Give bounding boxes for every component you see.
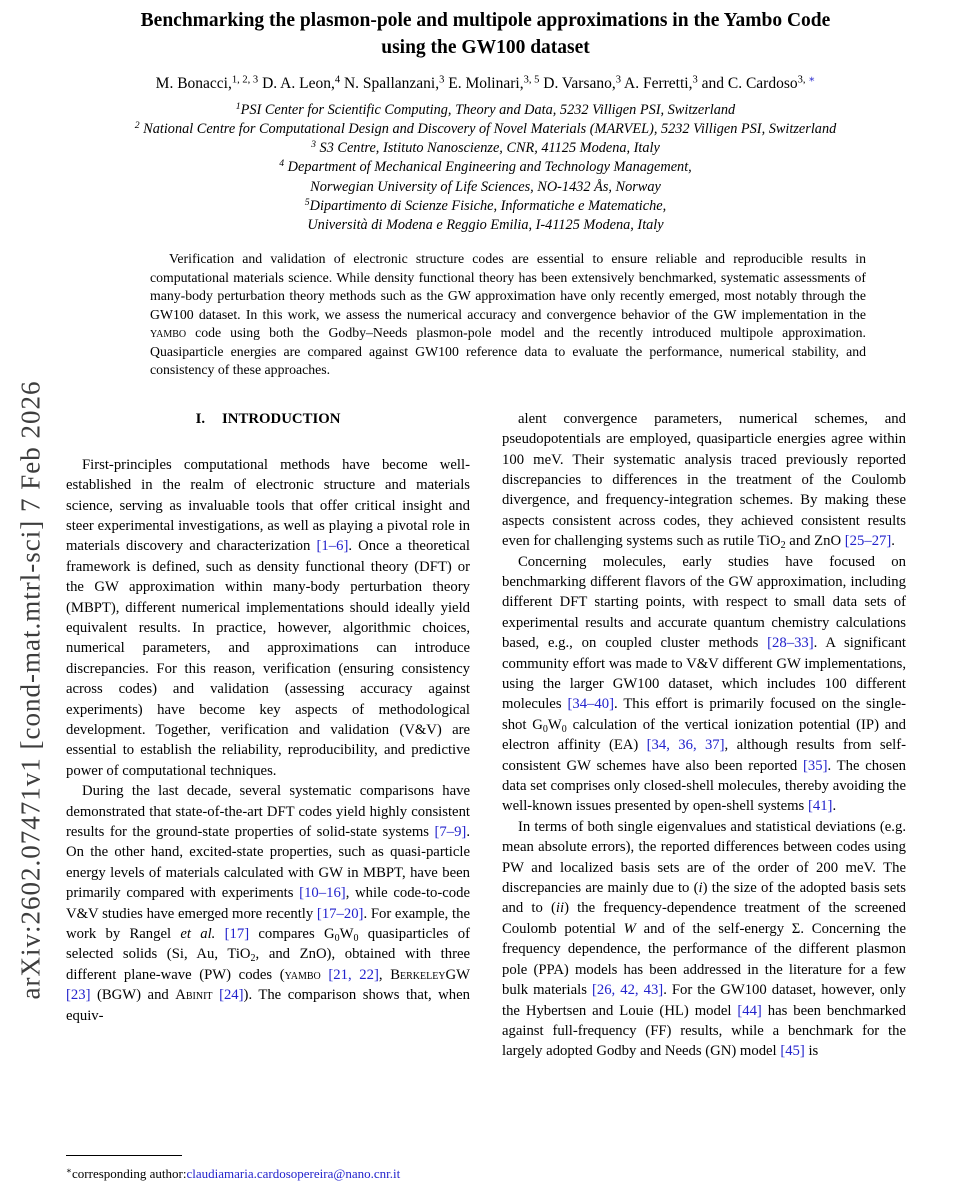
subscript: 0 bbox=[561, 723, 567, 735]
body-paragraph: First-principles computational methods have become well-established in the realm of electronic structure and materials science, serving as invaluable tools that offer critical insight and steer experimental investigations, as well as playing a pivotal role in materials discovery and characterization [1–6]. Once a theoretical framework is defined, such as density functional theory (DFT) or the GW approximation within many-body perturbation theory (MBPT), different numerical implementations should ideally yield equivalent results. In practice, however, algorithmic choices, numerical parameters, and approximations can introduce discrepancies. For this reason, verification (ensuring consistency across codes) and validation (assessing accuracy against experiments) have become key aspects of methodological development. Together, verification and validation (V&V) are essential to establish the reliability, reproducibility, and predictive power of computational techniques. bbox=[66, 456, 470, 779]
section-heading-introduction bbox=[66, 411, 470, 428]
superscript: 3 bbox=[439, 74, 445, 86]
subscript: 0 bbox=[334, 932, 340, 944]
affiliation-line: $^2$ National Centre for Computational Design and Discovery of Novel Materials (MARVEL), 5232 Villigen PSI, Switzerland bbox=[134, 120, 837, 138]
citation-link[interactable]: [41] bbox=[807, 798, 833, 815]
smallcaps-code-name: yambo bbox=[284, 966, 321, 983]
citation-link[interactable]: [35] bbox=[802, 757, 828, 774]
citation-link[interactable]: [34, 36, 37] bbox=[646, 737, 725, 754]
italic-text: W bbox=[623, 920, 636, 937]
affiliation-line: Norwegian University of Life Sciences, NO-1432 Ås, Norway bbox=[310, 178, 661, 195]
footnote-rule bbox=[66, 1155, 182, 1156]
superscript: 1 bbox=[235, 100, 241, 112]
italic-text: et al. bbox=[180, 926, 216, 943]
paper-title-line: Benchmarking the plasmon-pole and multipole approximations in the Yambo Code bbox=[140, 10, 831, 31]
citation-link[interactable]: [1–6] bbox=[316, 538, 349, 555]
superscript: 5 bbox=[304, 196, 310, 208]
right-column bbox=[502, 409, 906, 1062]
citation-link[interactable]: [7–9] bbox=[434, 824, 467, 841]
superscript: 4 bbox=[334, 74, 341, 86]
superscript: ∗ bbox=[66, 1165, 73, 1176]
affiliation-line: $^5$Dipartimento di Scienze Fisiche, Informatiche e Matematiche, bbox=[304, 196, 667, 214]
italic-text: i bbox=[698, 880, 703, 897]
body-paragraph: During the last decade, several systematic comparisons have demonstrated that state-of-the-art DFT codes yield highly consistent results for the ground-state properties of solid-state systems [7–9]. On the other hand, excited-state properties, such as quasi-particle energy levels of materials calculated with GW in MBPT, have been primarily compared with experiments [10–16], while code-to-code V&V studies have emerged more recently [17–20]. For example, the work by Rangel et al. [17] compares $G_0W_0$ quasiparticles of selected solids (Si, Au, TiO$_2$, and ZnO), obtained with three different plane-wave (PW) codes (yambo [21, 22], BerkeleyGW [23] (BGW) and Abinit [24]). The comparison shows that, when equiv- bbox=[66, 783, 471, 1024]
italic-text: ii bbox=[555, 900, 565, 917]
citation-link[interactable]: [24] bbox=[219, 987, 244, 1004]
citation-link[interactable]: [17] bbox=[224, 926, 250, 943]
superscript: 3, bbox=[797, 74, 809, 86]
superscript: 2 bbox=[134, 120, 140, 132]
paper-header bbox=[0, 0, 971, 235]
citation-link[interactable]: [44] bbox=[737, 1002, 762, 1019]
citation-link[interactable]: [28–33] bbox=[767, 635, 814, 652]
citation-link[interactable]: [26, 42, 43] bbox=[591, 982, 664, 999]
smallcaps-code-name: BerkeleyGW bbox=[390, 966, 471, 983]
citation-link[interactable]: [25–27] bbox=[844, 533, 892, 550]
body-paragraph: alent convergence parameters, numerical schemes, and pseudopotentials are employed, quasiparticle energies agree within 100 meV. Their systematic analysis traced previously reported discrepancies to differences in the treatment of the Coulomb divergence, and frequency-integration schemes. By making these aspects consistent across codes, they achieved consistent results even for challenging systems such as rutile TiO$_2$ and ZnO [25–27]. bbox=[502, 410, 906, 551]
superscript: 3 bbox=[615, 74, 621, 86]
affiliation-line: Università di Modena e Reggio Emilia, I-41125 Modena, Italy bbox=[307, 217, 664, 234]
section-number: I. bbox=[195, 410, 206, 427]
affiliation-line: $^3$ S3 Centre, Istituto Nanoscienze, CNR, 41125 Modena, Italy bbox=[311, 139, 660, 157]
smallcaps-code-name: yambo bbox=[150, 325, 187, 341]
body-paragraph: In terms of both single eigenvalues and statistical deviations (e.g. mean absolute errors), the reported differences between codes using PW and localized basis sets are of the order of 200 meV. The discrepancies are mainly due to (i) the size of the adopted basis sets and to (ii) the frequency-dependence treatment of the screened Coulomb potential W and of the self-energy Σ. Concerning the frequency dependence, the performance of the different plasmon pole (PPA) models has been addressed in the literature for a few bulk materials [26, 42, 43]. For the GW100 dataset, however, only the Hybertsen and Louie (HL) model [44] has been benchmarked against full-frequency (FF) results, while a benchmark for the largely adopted Godby and Needs (GN) model [45] is bbox=[502, 818, 907, 1060]
footnote-text: ∗corresponding author:claudiamaria.cardosopereira@nano.cnr.it bbox=[66, 1165, 401, 1181]
smallcaps-code-name: Abinit bbox=[175, 987, 213, 1004]
subscript: 0 bbox=[542, 723, 548, 735]
subscript: 2 bbox=[250, 953, 256, 965]
body-paragraph: Concerning molecules, early studies have focused on benchmarking different flavors of the GW approximation, including different DFT starting points, with respect to small data sets of experimental results and accurate quantum chemistry calculations based, e.g., on coupled cluster methods [28–33]. A significant community effort was made to V&V different GW implementations, using the larger GW100 dataset, which includes 100 different molecules [34–40]. This effort is primarily focused on the single-shot $G_0W_0$ calculation of the vertical ionization potential (IP) and electron affinity (EA) [34, 36, 37], although results from self-consistent GW schemes have also been reported [35]. The chosen data set comprises only closed-shell molecules, thereby avoiding the well-known issues presented by open-shell systems [41]. bbox=[502, 553, 907, 815]
affiliation-line: $^4$ Department of Mechanical Engineering and Technology Management, bbox=[279, 158, 692, 176]
arxiv-watermark: arXiv:2602.07471v1 [cond-mat.mtrl-sci] 7 Feb 2026 bbox=[15, 380, 46, 1000]
superscript: 3 bbox=[311, 139, 316, 151]
affiliations-block bbox=[0, 101, 971, 235]
superscript: 3, 5 bbox=[523, 74, 540, 86]
subscript: 2 bbox=[780, 539, 786, 551]
citation-link[interactable]: [17–20] bbox=[316, 905, 364, 922]
email-link[interactable]: claudiamaria.cardosopereira@nano.cnr.it bbox=[186, 1166, 401, 1181]
citation-link[interactable]: [45] bbox=[780, 1043, 805, 1060]
author-line: M. Bonacci,$^{1, 2, 3}$ D. A. Leon,$^4$ N. Spallanzani,$^3$ E. Molinari,$^{3, 5}$ D. Varsano,$^3$ A. Ferretti,$^3$ and C. Cardoso$^{3,}$ ∗ bbox=[155, 74, 816, 92]
abstract-text: Verification and validation of electronic structure codes are essential to ensure reliable and reproducible results in computational materials science. While density functional theory has been extensively benchmarked, systematic assessments of many-body perturbation theory methods such as the GW approximation have only recently emerged, most notably through the GW100 dataset. In this work, we assess the numerical accuracy and convergence behavior of the GW implementation in the yambo code using both the Godby–Needs plasmon-pole model and the recently introduced multipole approximation. Quasiparticle energies are compared against GW100 reference data to evaluate the performance, numerical stability, and consistency of these approaches. bbox=[150, 251, 866, 378]
citation-link[interactable]: [10–16] bbox=[299, 885, 346, 902]
superscript: 4 bbox=[279, 158, 285, 170]
corresponding-author-footnote bbox=[66, 1155, 470, 1182]
affiliation-line: $^1$PSI Center for Scientific Computing, Theory and Data, 5232 Villigen PSI, Switzerland bbox=[235, 100, 736, 118]
superscript: 1, 2, 3 bbox=[231, 74, 259, 86]
subscript: 0 bbox=[353, 932, 359, 944]
left-column bbox=[66, 409, 470, 1062]
section-title: INTRODUCTION bbox=[222, 410, 341, 427]
citation-link[interactable]: [34–40] bbox=[567, 696, 614, 713]
paper-title bbox=[0, 8, 971, 62]
citation-link[interactable]: [23] bbox=[66, 987, 91, 1004]
author-note-link[interactable]: ∗ bbox=[808, 74, 816, 86]
superscript: 3 bbox=[692, 74, 698, 86]
paper-title-line: using the GW100 dataset bbox=[381, 36, 590, 58]
two-column-body bbox=[66, 409, 906, 1062]
citation-link[interactable]: [21, 22] bbox=[328, 966, 379, 983]
